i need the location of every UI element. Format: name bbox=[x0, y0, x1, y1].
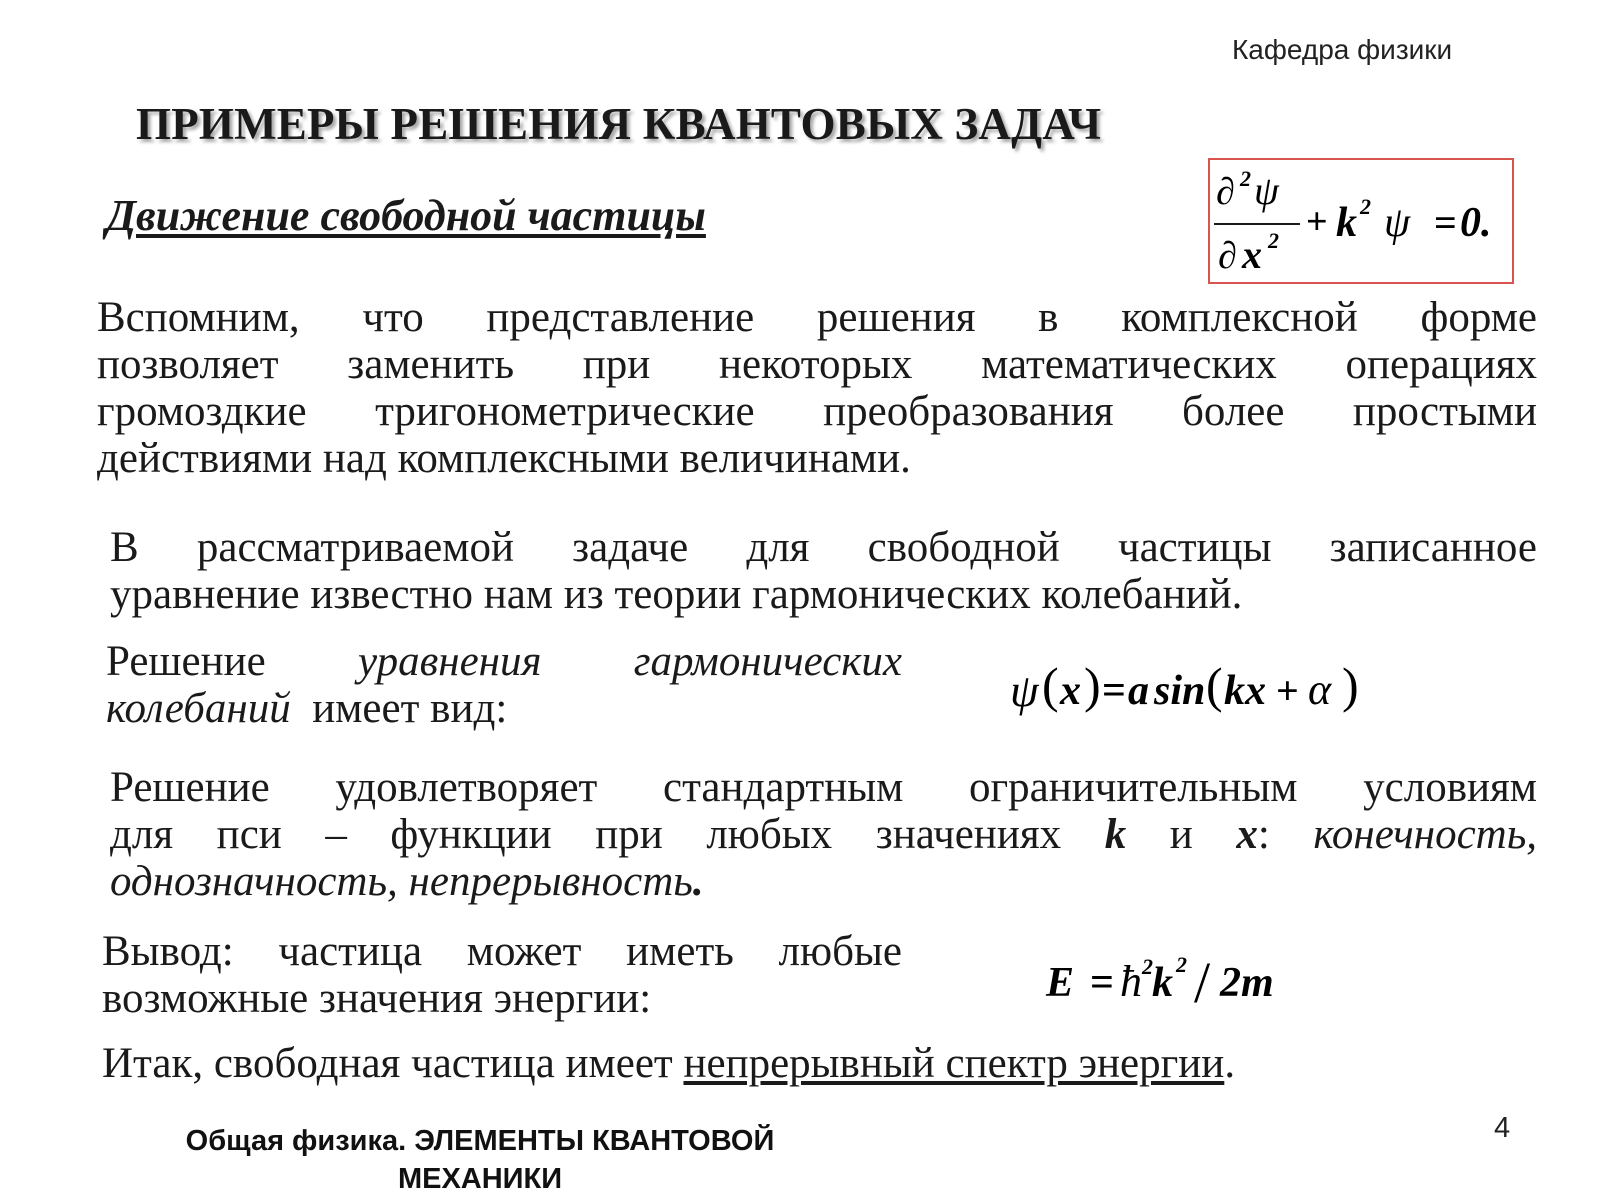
sol-plus: + bbox=[1276, 668, 1299, 713]
sol-lparen: ( bbox=[1042, 657, 1059, 713]
department-label: Кафедра физики bbox=[1232, 34, 1453, 65]
p3-line2 bbox=[106, 685, 902, 732]
p4-var-x: x bbox=[1236, 811, 1258, 858]
p4-var-x-group bbox=[1236, 811, 1269, 858]
eq-equals: = bbox=[1434, 200, 1457, 245]
eq-num-partial: ∂ bbox=[1216, 171, 1235, 213]
p3-italic-harmonic: гармонических bbox=[633, 638, 902, 685]
eq-rhs: 0. bbox=[1460, 200, 1492, 246]
eq-k-exponent: 2 bbox=[1360, 194, 1371, 219]
sol-sin: sin bbox=[1154, 668, 1206, 714]
course-line2: МЕХАНИКИ bbox=[397, 1163, 563, 1195]
en-hbar: ħ bbox=[1120, 957, 1142, 1006]
paragraph-solution-form bbox=[106, 638, 902, 732]
p1-line4: действиями над комплексными величинами. bbox=[97, 435, 911, 482]
sol-kx: kx bbox=[1224, 668, 1266, 714]
paragraph-boundary-conditions bbox=[110, 764, 1537, 905]
eq-num-exponent: 2 bbox=[1240, 166, 1251, 191]
p1-line2: позволяет заменить при некоторых математических операциях bbox=[97, 341, 1537, 388]
p3-italic-oscillations: колебаний bbox=[106, 685, 291, 732]
sol-alpha: α bbox=[1308, 665, 1332, 714]
p2-line1: В рассматриваемой задаче для свободной частицы записанное bbox=[110, 524, 1537, 571]
p1-line1: Вспомним, что представление решения в комплексной форме bbox=[97, 294, 1537, 341]
p4-and: и bbox=[1169, 811, 1193, 858]
course-footer bbox=[150, 1122, 810, 1198]
p6-text: Итак, свободная частица имеет bbox=[102, 1040, 673, 1087]
p5-line2: возможные значения энергии: bbox=[102, 975, 652, 1022]
p6-dot: . bbox=[1224, 1040, 1236, 1087]
p4-final-dot: . bbox=[692, 858, 704, 905]
p3-word-solution: Решение bbox=[106, 638, 266, 685]
sol-rparen2: ) bbox=[1342, 657, 1359, 713]
en-k: k bbox=[1152, 960, 1173, 1006]
en-denominator: 2m bbox=[1220, 960, 1274, 1006]
paragraph-harmonic-equation bbox=[110, 524, 1537, 618]
en-E: E bbox=[1046, 960, 1075, 1006]
p5-line1: Вывод: частица может иметь любые bbox=[102, 928, 902, 975]
en-k-exponent: 2 bbox=[1176, 952, 1187, 977]
p4-italic-uniqueness: однозначность, непрерывность bbox=[110, 858, 693, 905]
p3-line1 bbox=[106, 638, 902, 685]
paragraph-continuous-spectrum bbox=[102, 1040, 1542, 1087]
eq-psi: ψ bbox=[1384, 200, 1411, 246]
p4-italic-finiteness: конечность, bbox=[1313, 811, 1538, 858]
sol-a: a bbox=[1128, 668, 1149, 714]
section-subtitle: Движение свободной частицы bbox=[106, 191, 706, 240]
en-slash: / bbox=[1194, 950, 1211, 1015]
p3-italic-equation: уравнения bbox=[358, 638, 542, 685]
schrodinger-equation bbox=[1208, 158, 1514, 284]
eq-den-exponent: 2 bbox=[1268, 228, 1279, 253]
p1-line3: громоздкие тригонометрические преобразования более простыми bbox=[97, 388, 1537, 435]
sol-rparen: ) bbox=[1084, 657, 1101, 713]
eq-plus: + bbox=[1306, 201, 1328, 243]
sol-psi: ψ bbox=[1010, 665, 1039, 716]
eq-num-psi: ψ bbox=[1254, 168, 1279, 213]
p4-line3 bbox=[110, 858, 1537, 905]
p4-line2 bbox=[110, 811, 1537, 858]
eq-k: k bbox=[1336, 200, 1357, 246]
p4-var-k: k bbox=[1104, 811, 1127, 858]
slide-title: ПРИМЕРЫ РЕШЕНИЯ КВАНТОВЫХ ЗАДАЧ bbox=[136, 99, 1102, 149]
paragraph-complex-form bbox=[97, 294, 1537, 482]
p4-line1: Решение удовлетворяет стандартным ограничительным условиям bbox=[110, 764, 1537, 811]
en-hbar-exponent: 2 bbox=[1142, 954, 1153, 979]
eq-den-partial: ∂ bbox=[1218, 235, 1237, 277]
eq-den-x: x bbox=[1242, 232, 1262, 277]
solution-formula bbox=[1000, 650, 1420, 730]
course-line1: Общая физика. ЭЛЕМЕНТЫ КВАНТОВОЙ bbox=[185, 1125, 775, 1157]
p4-colon: : bbox=[1257, 811, 1270, 858]
p3-rest: имеет вид: bbox=[312, 685, 508, 732]
p6-underlined: непрерывный спектр энергии bbox=[683, 1040, 1225, 1087]
paragraph-conclusion-energy bbox=[102, 928, 902, 1022]
p4-line2-text: для пси – функции при любых значениях bbox=[110, 811, 1062, 858]
en-equals: = bbox=[1090, 960, 1114, 1006]
energy-formula bbox=[1040, 940, 1340, 1020]
sol-equals: = bbox=[1102, 668, 1126, 714]
p2-line2: уравнение известно нам из теории гармонических колебаний. bbox=[110, 571, 1243, 618]
page-number: 4 bbox=[1494, 1112, 1511, 1144]
sol-x: x bbox=[1060, 668, 1081, 714]
sol-lparen2: ( bbox=[1206, 657, 1223, 713]
